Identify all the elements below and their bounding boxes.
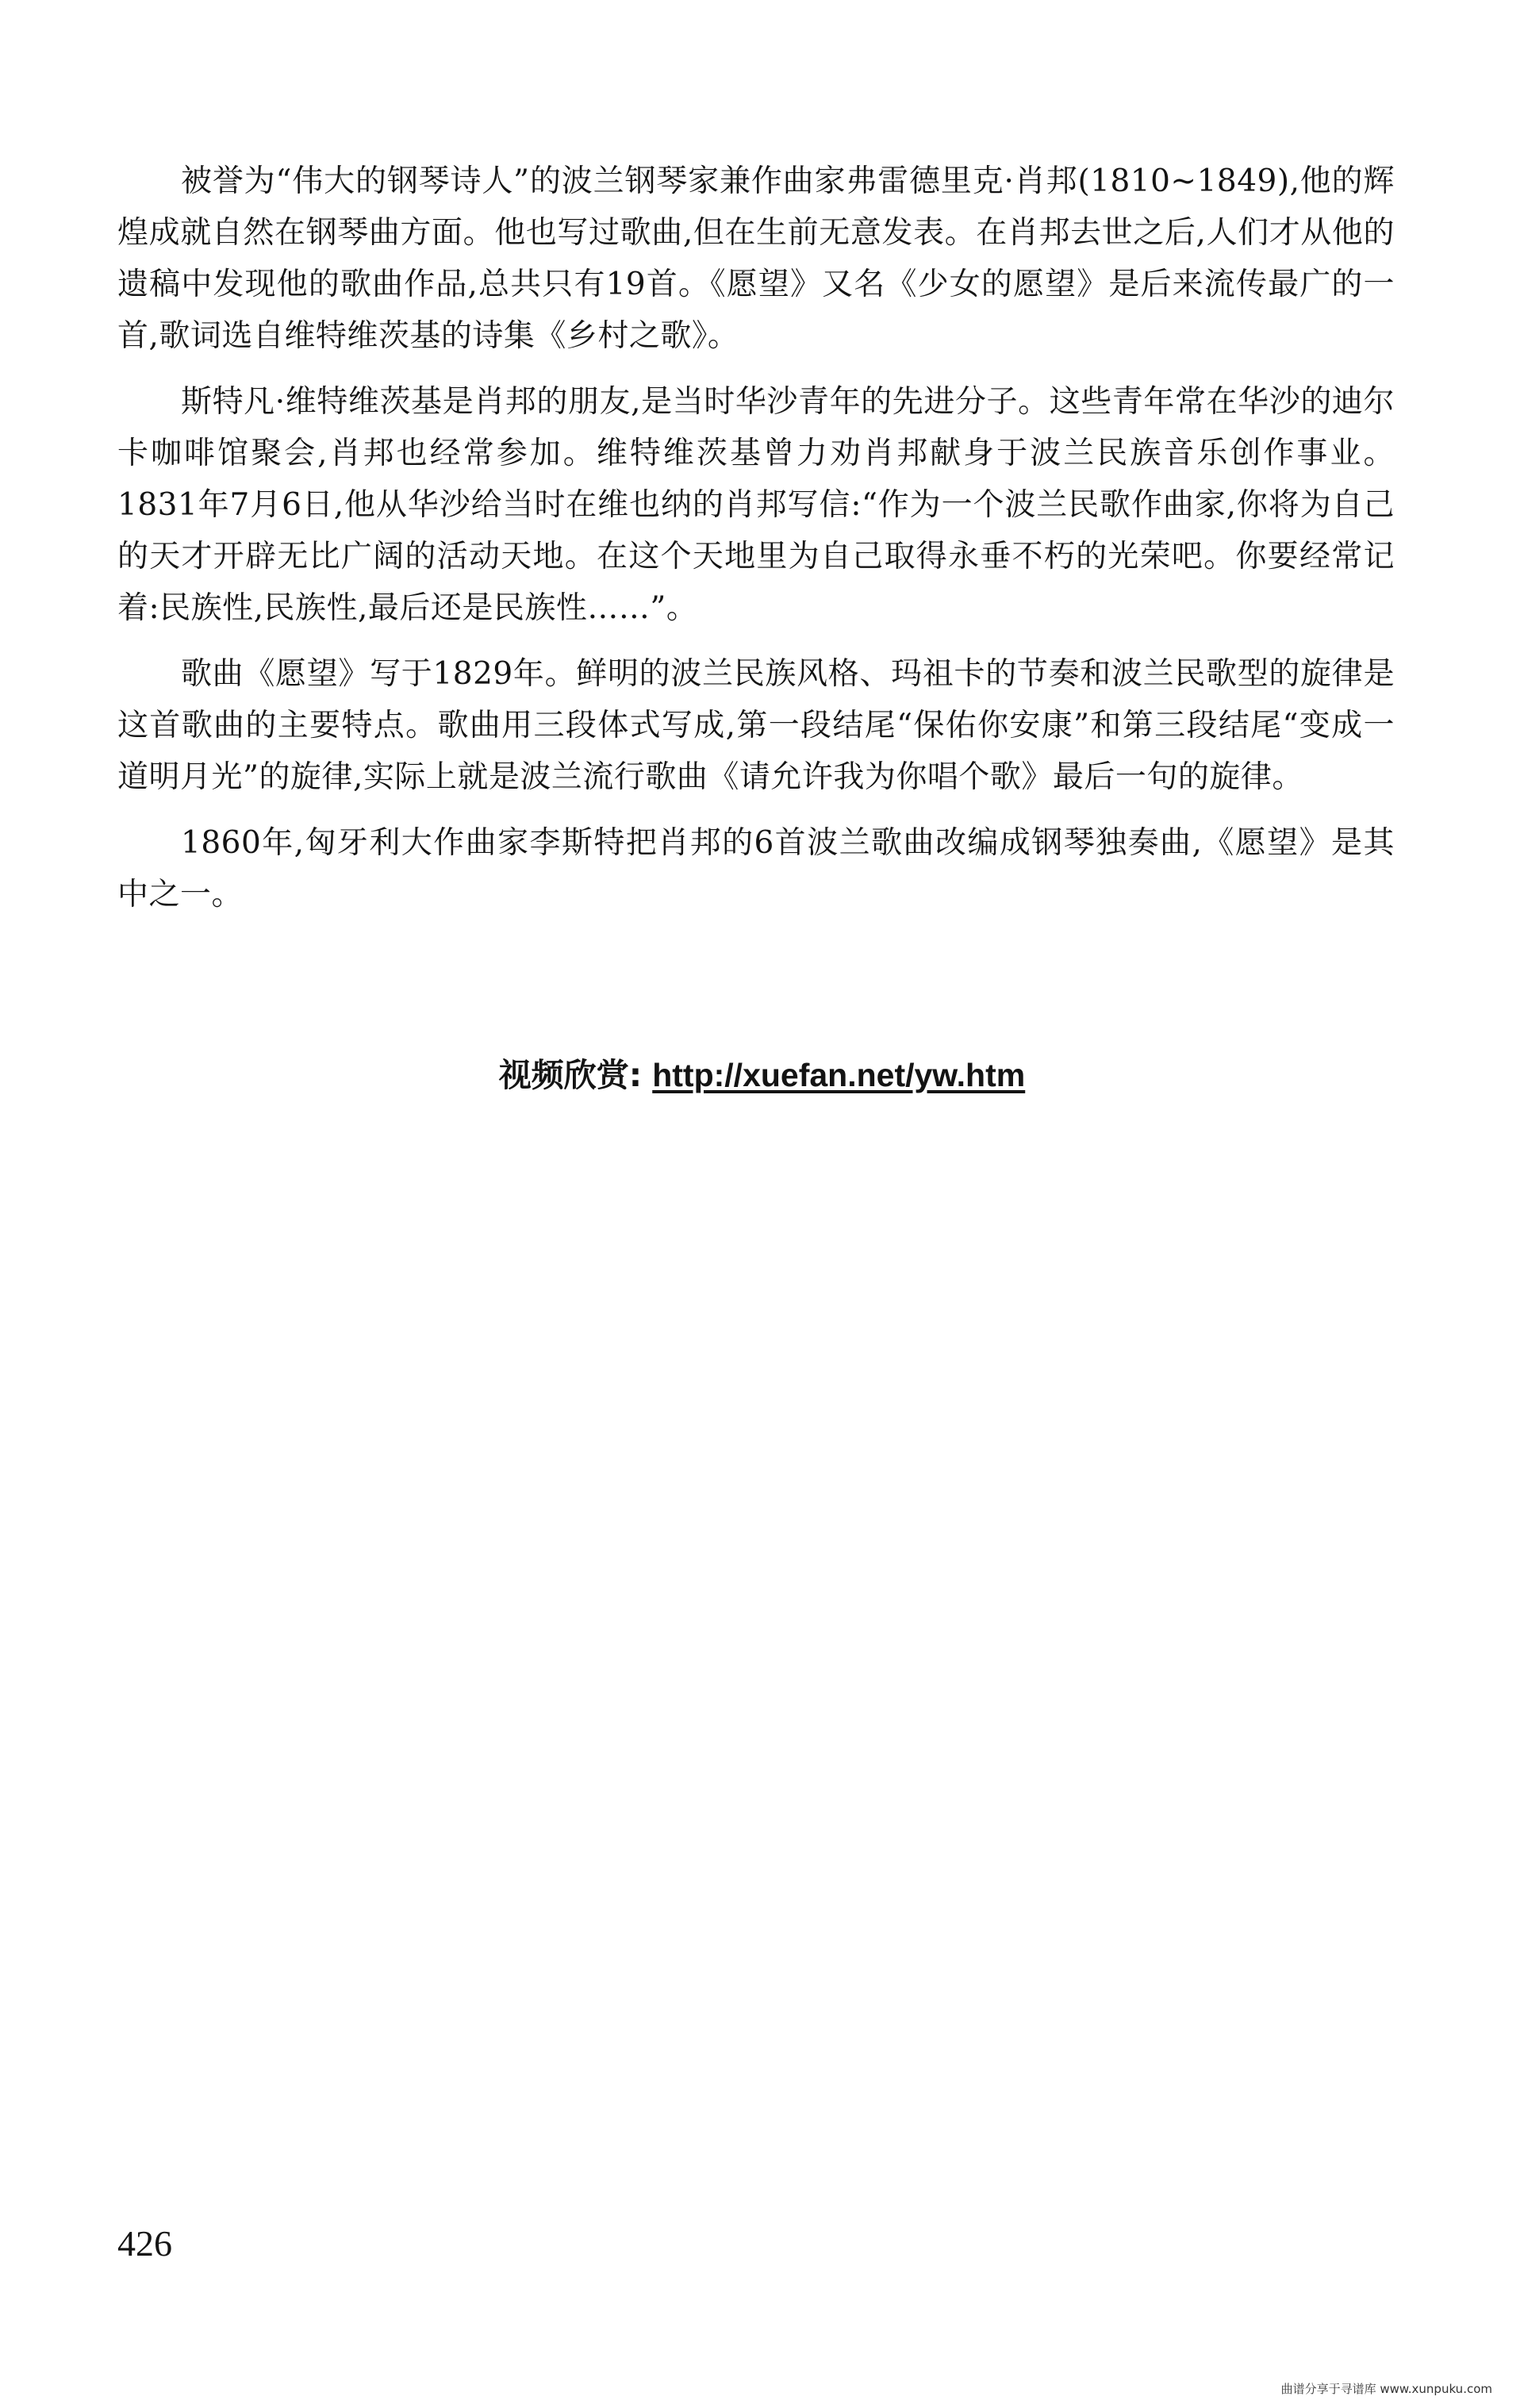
footer-credit: 曲谱分享于寻谱库 www.xunpuku.com — [1280, 2382, 1492, 2396]
paragraph-intro: 被誉为“伟大的钢琴诗人”的波兰钢琴家兼作曲家弗雷德里克·肖邦(1810~1849),他的辉煌成就自然在钢琴曲方面。他也写过歌曲,但在生前无意发表。在肖邦去世之后,人们才从他的遗稿中发现他的歌曲作品,总共只有19首。《愿望》又名《少女的愿望》是后来流传最广的一首,歌词选自维特维茨基的诗集《乡村之歌》。 — [117, 163, 1395, 354]
video-label: 视频欣赏: — [498, 1056, 643, 1094]
video-appreciation-line — [0, 1051, 1524, 1099]
page-number: 426 — [117, 2223, 172, 2264]
paragraph-witwicki: 斯特凡·维特维茨基是肖邦的朋友,是当时华沙青年的先进分子。这些青年常在华沙的迪尔卡咖啡馆聚会,肖邦也经常参加。维特维茨基曾力劝肖邦献身于波兰民族音乐创作事业。1831年7月6日,他从华沙给当时在维也纳的肖邦写信:“作为一个波兰民歌作曲家,你将为自己的天才开辟无比广阔的活动天地。在这个天地里为自己取得永垂不朽的光荣吧。你要经常记着:民族性,民族性,最后还是民族性……”。 — [117, 384, 1395, 626]
article-body — [117, 156, 1395, 935]
video-link[interactable]: http://xuefan.net/yw.htm — [652, 1057, 1026, 1093]
paragraph-song-features: 歌曲《愿望》写于1829年。鲜明的波兰民族风格、玛祖卡的节奏和波兰民歌型的旋律是这首歌曲的主要特点。歌曲用三段体式写成,第一段结尾“保佑你安康”和第三段结尾“变成一道明月光”的旋律,实际上就是波兰流行歌曲《请允许我为你唱个歌》最后一句的旋律。 — [117, 656, 1395, 795]
paragraph-liszt: 1860年,匈牙利大作曲家李斯特把肖邦的6首波兰歌曲改编成钢琴独奏曲,《愿望》是其中之一。 — [117, 825, 1395, 912]
